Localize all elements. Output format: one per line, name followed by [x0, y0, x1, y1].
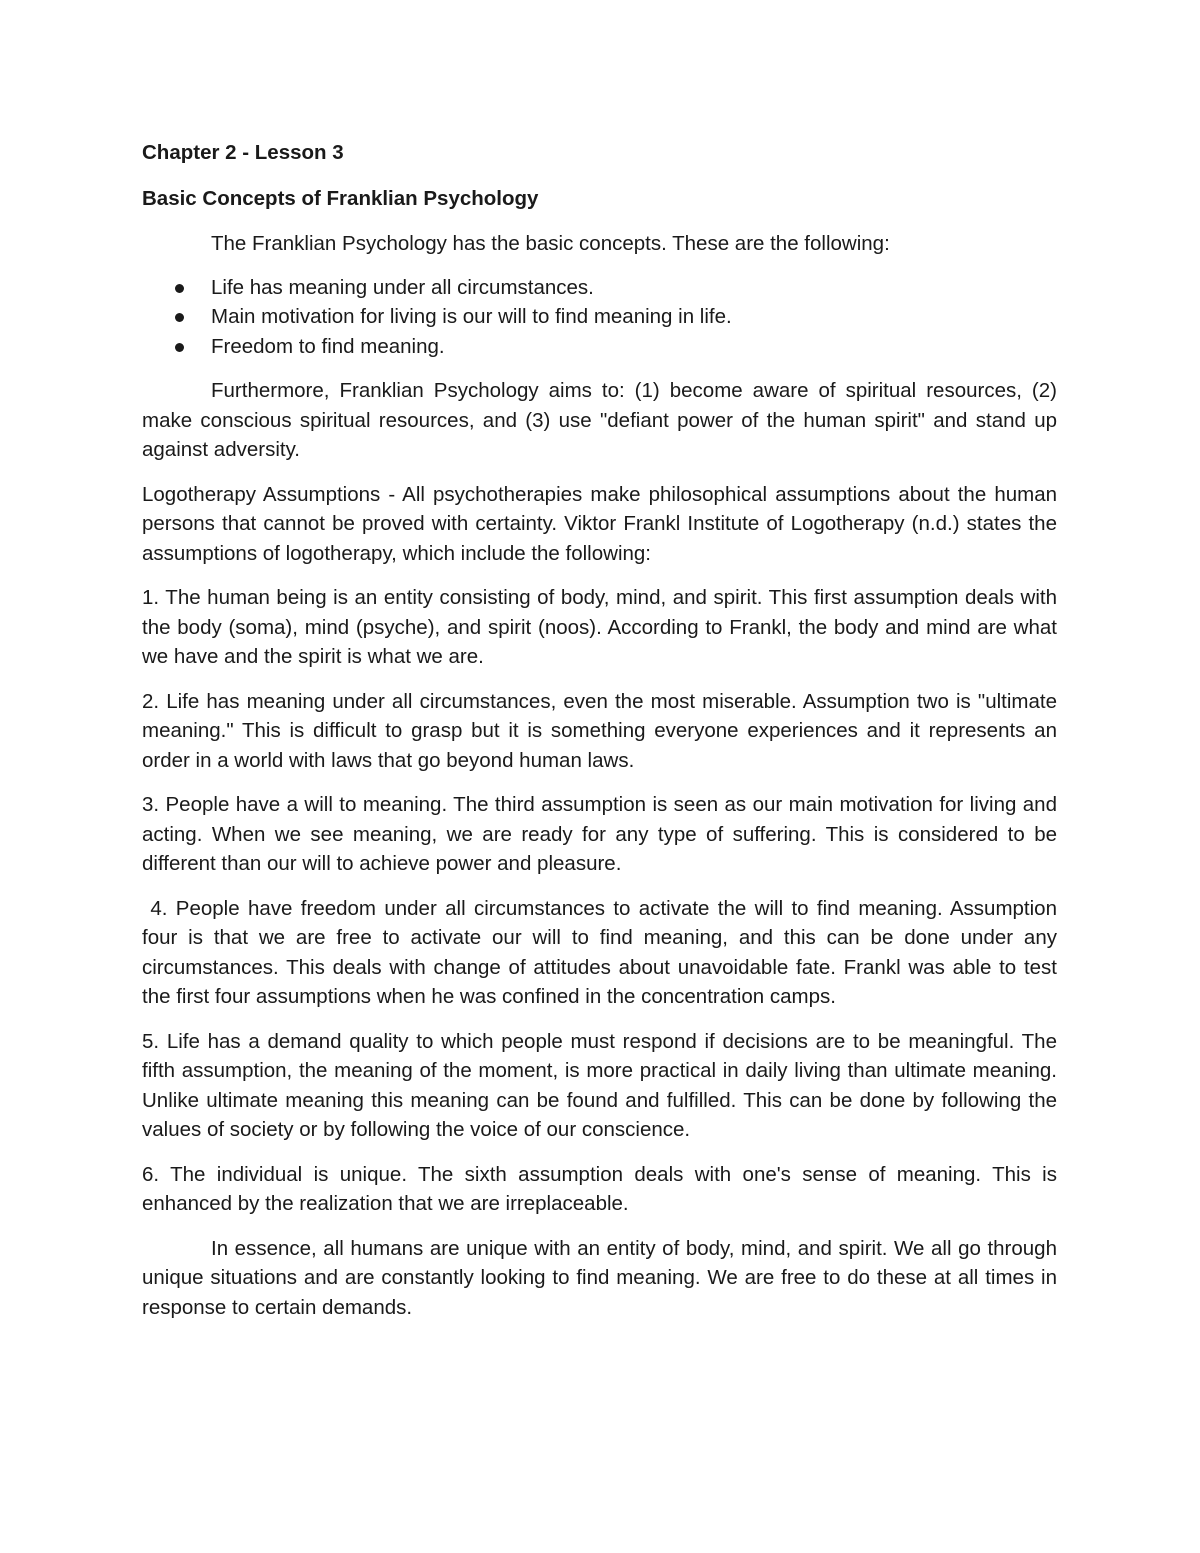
assumption-1: 1. The human being is an entity consisting of body, mind, and spirit. This first assumption deals with the body (soma), mind (psyche), and spirit (noos). According to Frankl, the body and mind are what we have and the spirit is what we are. [142, 586, 1057, 668]
furthermore-paragraph: Furthermore, Franklian Psychology aims to: (1) become aware of spiritual resources, (2) make conscious spiritual resources, and (3) use "defiant power of the human spirit" and stand up against adversity. [142, 379, 1057, 461]
list-item-text: Main motivation for living is our will to find meaning in life. [211, 305, 732, 328]
assumption-2: 2. Life has meaning under all circumstances, even the most miserable. Assumption two is "ultimate meaning." This is difficult to grasp but it is something everyone experiences and it represents an order in a world with laws that go beyond human laws. [142, 689, 1057, 772]
list-item [142, 273, 1057, 303]
concepts-list [142, 273, 1057, 362]
document-page [142, 138, 1063, 1322]
list-item-text: Freedom to find meaning. [211, 334, 445, 358]
assumption-6: 6. The individual is unique. The sixth assumption deals with one's sense of meaning. This is enhanced by the realization that we are irreplaceable. [142, 1162, 1057, 1215]
bullet-icon [175, 313, 184, 322]
assumption-4: 4. People have freedom under all circumstances to activate the will to find meaning. Assumption four is that we are free to activate our will to find meaning, and this can be done under any circumstances. This deals with change of attitudes about unavoidable fate. Frankl was able to test the first four assumptions when he was confined in the concentration camps. [142, 896, 1063, 1008]
list-item [142, 302, 1057, 332]
list-item [142, 332, 1057, 362]
bullet-icon [175, 343, 184, 352]
bullet-icon [175, 284, 184, 293]
intro-paragraph: The Franklian Psychology has the basic concepts. These are the following: [211, 232, 890, 255]
logotherapy-paragraph: Logotherapy Assumptions - All psychotherapies make philosophical assumptions about the human persons that cannot be proved with certainty. Viktor Frankl Institute of Logotherapy (n.d.) states the assumptions of logotherapy, which include the following: [142, 482, 1057, 565]
list-item-text: Life has meaning under all circumstances. [211, 275, 594, 299]
assumption-3: 3. People have a will to meaning. The third assumption is seen as our main motivation for living and acting. When we see meaning, we are ready for any type of suffering. This is considered to be different than our will to achieve power and pleasure. [142, 793, 1057, 875]
assumption-5: 5. Life has a demand quality to which people must respond if decisions are to be meaningful. The fifth assumption, the meaning of the moment, is more practical in daily living than ultimate meaning. Unlike ultimate meaning this meaning can be found and fulfilled. This can be done by following the values of society or by following the voice of our conscience. [142, 1029, 1057, 1141]
section-title: Basic Concepts of Franklian Psychology [142, 186, 539, 210]
chapter-heading: Chapter 2 - Lesson 3 [142, 141, 344, 164]
conclusion-paragraph: In essence, all humans are unique with an entity of body, mind, and spirit. We all go through unique situations and are constantly looking to find meaning. We are free to do these at all times in response to certain demands. [142, 1236, 1057, 1319]
